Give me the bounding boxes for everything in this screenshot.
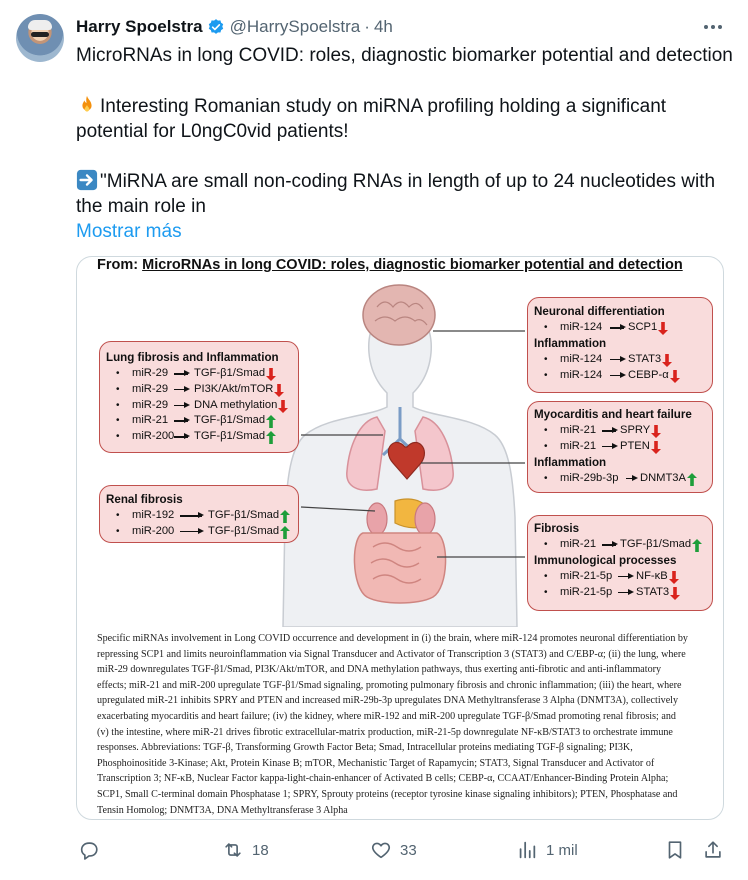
myocarditis-box bbox=[527, 401, 713, 493]
bullet: • bbox=[544, 586, 548, 598]
inhibition-arrow bbox=[174, 420, 188, 422]
tweet-paragraph-2 bbox=[76, 94, 736, 144]
views-button[interactable] bbox=[516, 838, 578, 862]
pathway-row bbox=[106, 382, 298, 398]
mirna-name: miR-21-5p bbox=[560, 585, 613, 598]
retweet-icon bbox=[222, 839, 244, 861]
views-count: 1 mil bbox=[546, 841, 578, 859]
target-pathway: TGF-β1/Smad bbox=[208, 524, 280, 537]
figure-caption bbox=[97, 631, 709, 818]
pathway-row bbox=[106, 524, 298, 540]
down-arrow-icon bbox=[670, 370, 680, 383]
tweet-paragraph-3 bbox=[76, 169, 736, 219]
bullet: • bbox=[116, 525, 120, 537]
heart-icon bbox=[370, 839, 392, 861]
right-arrow-emoji-icon bbox=[76, 169, 98, 191]
mirna-name: miR-21 bbox=[560, 439, 597, 452]
pathway-row bbox=[534, 585, 712, 601]
target-pathway: CEBP-α bbox=[628, 368, 669, 381]
box-heading: Fibrosis bbox=[534, 522, 580, 535]
bullet: • bbox=[116, 510, 120, 521]
bullet: • bbox=[544, 570, 548, 582]
mirna-name: miR-29 bbox=[132, 382, 169, 395]
down-arrow-icon bbox=[278, 400, 288, 413]
target-pathway: PTEN bbox=[620, 439, 650, 452]
box-subheading: Inflammation bbox=[534, 455, 607, 469]
up-arrow-icon bbox=[266, 415, 276, 428]
bookmark-button[interactable] bbox=[664, 838, 686, 862]
bullet: • bbox=[116, 431, 120, 443]
inhibition-arrow bbox=[174, 436, 188, 438]
down-arrow-icon bbox=[266, 368, 276, 381]
mirna-name: miR-200 bbox=[132, 430, 175, 443]
target-pathway: TGF-β1/Smad bbox=[620, 538, 692, 550]
verified-badge-icon bbox=[207, 18, 225, 36]
bullet: • bbox=[116, 399, 120, 411]
intestinal-fibrosis-box bbox=[527, 515, 713, 611]
down-arrow-icon bbox=[662, 354, 672, 367]
lung-fibrosis-box bbox=[99, 341, 299, 453]
bullet: • bbox=[544, 353, 548, 365]
mirna-name: miR-124 bbox=[560, 321, 603, 333]
inhibition-arrow bbox=[174, 389, 188, 391]
caption-line: Tensin Homolog; DNMT3A, DNA Methyltransferase 3 Alpha bbox=[97, 804, 348, 816]
mirna-name: miR-124 bbox=[560, 368, 603, 381]
inhibition-arrow bbox=[618, 592, 632, 594]
pathway-row bbox=[106, 429, 298, 445]
author-handle[interactable]: @HarrySpoelstra bbox=[229, 17, 361, 36]
inhibition-arrow bbox=[180, 515, 202, 517]
inhibition-arrow bbox=[610, 375, 624, 377]
up-arrow-icon bbox=[692, 539, 702, 552]
target-pathway: STAT3 bbox=[636, 585, 670, 598]
tweet-line: the main role in bbox=[76, 196, 206, 217]
caption-line: exacerbating myocarditis and heart failure; (iv) the kidney, where miR-192 and miR-200 upregulate TGF-β/Smad promoting renal fibrosis; and bbox=[97, 710, 676, 722]
mirna-name: miR-21 bbox=[132, 414, 169, 427]
target-pathway: STAT3 bbox=[628, 352, 662, 365]
down-arrow-icon bbox=[651, 425, 661, 438]
inhibition-arrow bbox=[626, 478, 636, 480]
reply-button[interactable] bbox=[78, 838, 100, 862]
tweet-line: Interesting Romanian study on miRNA profiling holding a significant bbox=[100, 96, 667, 117]
inhibition-arrow bbox=[602, 446, 616, 448]
show-more-link[interactable]: Mostrar más bbox=[76, 221, 182, 242]
retweet-count: 18 bbox=[252, 841, 269, 859]
target-pathway: DNA methylation bbox=[194, 398, 278, 411]
pathway-row bbox=[534, 352, 712, 368]
target-pathway: SPRY bbox=[620, 424, 651, 436]
mirna-name: miR-200 bbox=[132, 524, 175, 537]
renal-fibrosis-box bbox=[99, 485, 299, 543]
caption-line: miR-29 downregulates TGF-β1/Smad, PI3K/Akt/mTOR, and DNA methylation pathways, thus exerting anti-fibrotic and anti-inflammatory bbox=[97, 664, 662, 676]
caption-line: effects; miR-21 and miR-200 upregulate TGF-β1/Smad signaling, promoting pulmonary fibrosis and chronic inflammation; (iii) the heart, where bbox=[97, 679, 682, 691]
target-pathway: TGF-β1/Smad bbox=[194, 430, 266, 443]
retweet-button[interactable] bbox=[222, 838, 269, 862]
target-pathway: TGF-β1/Smad bbox=[194, 367, 266, 379]
target-pathway: TGF-β1/Smad bbox=[208, 509, 280, 521]
up-arrow-icon bbox=[687, 473, 697, 486]
pathway-row bbox=[534, 423, 712, 439]
caption-line: responses. Abbreviations: TGF-β, Transforming Growth Factor Beta; Smad, Intracellular proteins mediating TGF-β signaling; PI3K, bbox=[97, 742, 633, 754]
caption-line: Specific miRNAs involvement in Long COVID occurrence and development in (i) the brain, where miR-124 promotes neuronal differentiation by bbox=[97, 633, 688, 644]
target-pathway: NF-κB bbox=[636, 569, 668, 582]
inhibition-arrow bbox=[180, 531, 202, 533]
tweet-title-line: MicroRNAs in long COVID: roles, diagnostic biomarker potential and detection bbox=[76, 45, 733, 66]
bullet: • bbox=[544, 322, 548, 333]
target-pathway: DNMT3A bbox=[640, 471, 686, 484]
box-heading: Renal fibrosis bbox=[106, 493, 183, 506]
separator: · bbox=[364, 17, 370, 36]
bullet: • bbox=[116, 368, 120, 379]
down-arrow-icon bbox=[669, 571, 679, 584]
box-heading: Neuronal differentiation bbox=[534, 305, 665, 318]
tweet-line: "MiRNA are small non-coding RNAs in length of up to 24 nucleotides with bbox=[100, 171, 716, 192]
bullet: • bbox=[116, 383, 120, 395]
box-subheading: Immunological processes bbox=[534, 553, 677, 567]
pathway-row bbox=[534, 537, 712, 553]
inhibition-arrow bbox=[618, 576, 632, 578]
like-button[interactable] bbox=[370, 838, 417, 862]
tweet-actions bbox=[76, 836, 736, 866]
pathway-row bbox=[534, 439, 712, 455]
avatar[interactable] bbox=[16, 14, 64, 62]
mirna-name: miR-29 bbox=[132, 398, 169, 411]
box-heading: Myocarditis and heart failure bbox=[534, 408, 692, 421]
caption-line: Transcription 3; NF-κB, Nuclear Factor kappa-light-chain-enhancer of Activated B cells; CEBP-α, CCAAT/Enhancer-Binding Protein Alpha; bbox=[97, 773, 669, 785]
pathway-row bbox=[106, 366, 298, 382]
bullet: • bbox=[544, 472, 548, 484]
inhibition-arrow bbox=[174, 373, 188, 375]
target-pathway: SCP1 bbox=[628, 321, 658, 333]
caption-line: repressing SCP1 and limits neuroinflammation via Signal Transducer and Activator of Transcription 3 (STAT3) and C/EBP-α; (ii) the lung, where bbox=[97, 648, 686, 660]
mirna-name: miR-21-5p bbox=[560, 569, 613, 582]
pathway-row bbox=[534, 368, 712, 384]
up-arrow-icon bbox=[266, 431, 276, 444]
mirna-name: miR-21 bbox=[560, 538, 597, 550]
mirna-name: miR-29b-3p bbox=[560, 471, 619, 484]
caption-line: Phosphoinositide 3-Kinase; Akt, Protein Kinase B; mTOR, Mechanistic Target of Rapamycin; STAT3, Signal Transducer and Activator of bbox=[97, 757, 655, 769]
down-arrow-icon bbox=[274, 384, 284, 397]
mirna-name: miR-124 bbox=[560, 352, 603, 365]
tweet-header bbox=[76, 16, 393, 38]
box-subheading: Inflammation bbox=[534, 336, 607, 350]
views-chart-icon bbox=[516, 839, 538, 861]
more-options-icon[interactable] bbox=[700, 14, 726, 40]
mirna-name: miR-192 bbox=[132, 509, 175, 521]
bullet: • bbox=[544, 369, 548, 381]
figure-title-link: MicroRNAs in long COVID: roles, diagnostic biomarker potential and detection bbox=[142, 257, 683, 273]
share-button[interactable] bbox=[702, 838, 724, 862]
pathway-row bbox=[106, 413, 298, 429]
caption-line: SCP1, Small C-terminal domain Phosphatase 1; SPRY, Sprouty proteins (receptor tyrosine kinase signaling inhibitors); PTEN, Phosphatase and bbox=[97, 788, 678, 800]
pathway-row bbox=[534, 471, 712, 487]
bullet: • bbox=[544, 539, 548, 550]
timestamp[interactable]: 4h bbox=[373, 17, 393, 36]
bullet: • bbox=[116, 415, 120, 427]
pathway-row bbox=[106, 508, 298, 524]
down-arrow-icon bbox=[670, 587, 680, 600]
up-arrow-icon bbox=[280, 510, 290, 523]
inhibition-arrow bbox=[610, 327, 624, 329]
up-arrow-icon bbox=[280, 526, 290, 539]
target-pathway: TGF-β1/Smad bbox=[194, 414, 266, 427]
tweet-image[interactable] bbox=[76, 256, 724, 820]
mirna-name: miR-29 bbox=[132, 367, 169, 379]
bullet: • bbox=[544, 440, 548, 452]
tweet-line: potential for L0ngC0vid patients! bbox=[76, 121, 349, 142]
inhibition-arrow bbox=[602, 544, 616, 546]
share-icon bbox=[702, 839, 724, 861]
caption-line: (v) the intestine, where miR-21 drives fibrotic extracellular-matrix production, miR-21-5p downregulate NF-κB/STAT3 to orchestrate immune bbox=[97, 726, 673, 738]
inhibition-arrow bbox=[602, 430, 616, 432]
down-arrow-icon bbox=[658, 322, 668, 335]
down-arrow-icon bbox=[651, 441, 661, 454]
reply-icon bbox=[78, 839, 100, 861]
fire-icon bbox=[76, 94, 98, 116]
caption-line: upregulated miR-21 inhibits SPRY and PTEN and increased miR-29b-3p upregulates DNA Methyltransferase 3 Alpha (DNMT3A), collectively bbox=[97, 695, 679, 707]
neuronal-differentiation-box bbox=[527, 297, 713, 393]
box-heading: Lung fibrosis and Inflammation bbox=[106, 351, 279, 364]
pathway-row bbox=[106, 398, 298, 414]
pathway-row bbox=[534, 569, 712, 585]
bookmark-icon bbox=[664, 839, 686, 861]
bullet: • bbox=[544, 425, 548, 436]
pathway-row bbox=[534, 320, 712, 336]
target-pathway: PI3K/Akt/mTOR bbox=[194, 382, 274, 395]
mirna-name: miR-21 bbox=[560, 424, 597, 436]
inhibition-arrow bbox=[174, 405, 188, 407]
author-name[interactable]: Harry Spoelstra bbox=[76, 17, 203, 36]
like-count: 33 bbox=[400, 841, 417, 859]
figure-title-prefix: From: bbox=[97, 257, 143, 273]
inhibition-arrow bbox=[610, 359, 624, 361]
